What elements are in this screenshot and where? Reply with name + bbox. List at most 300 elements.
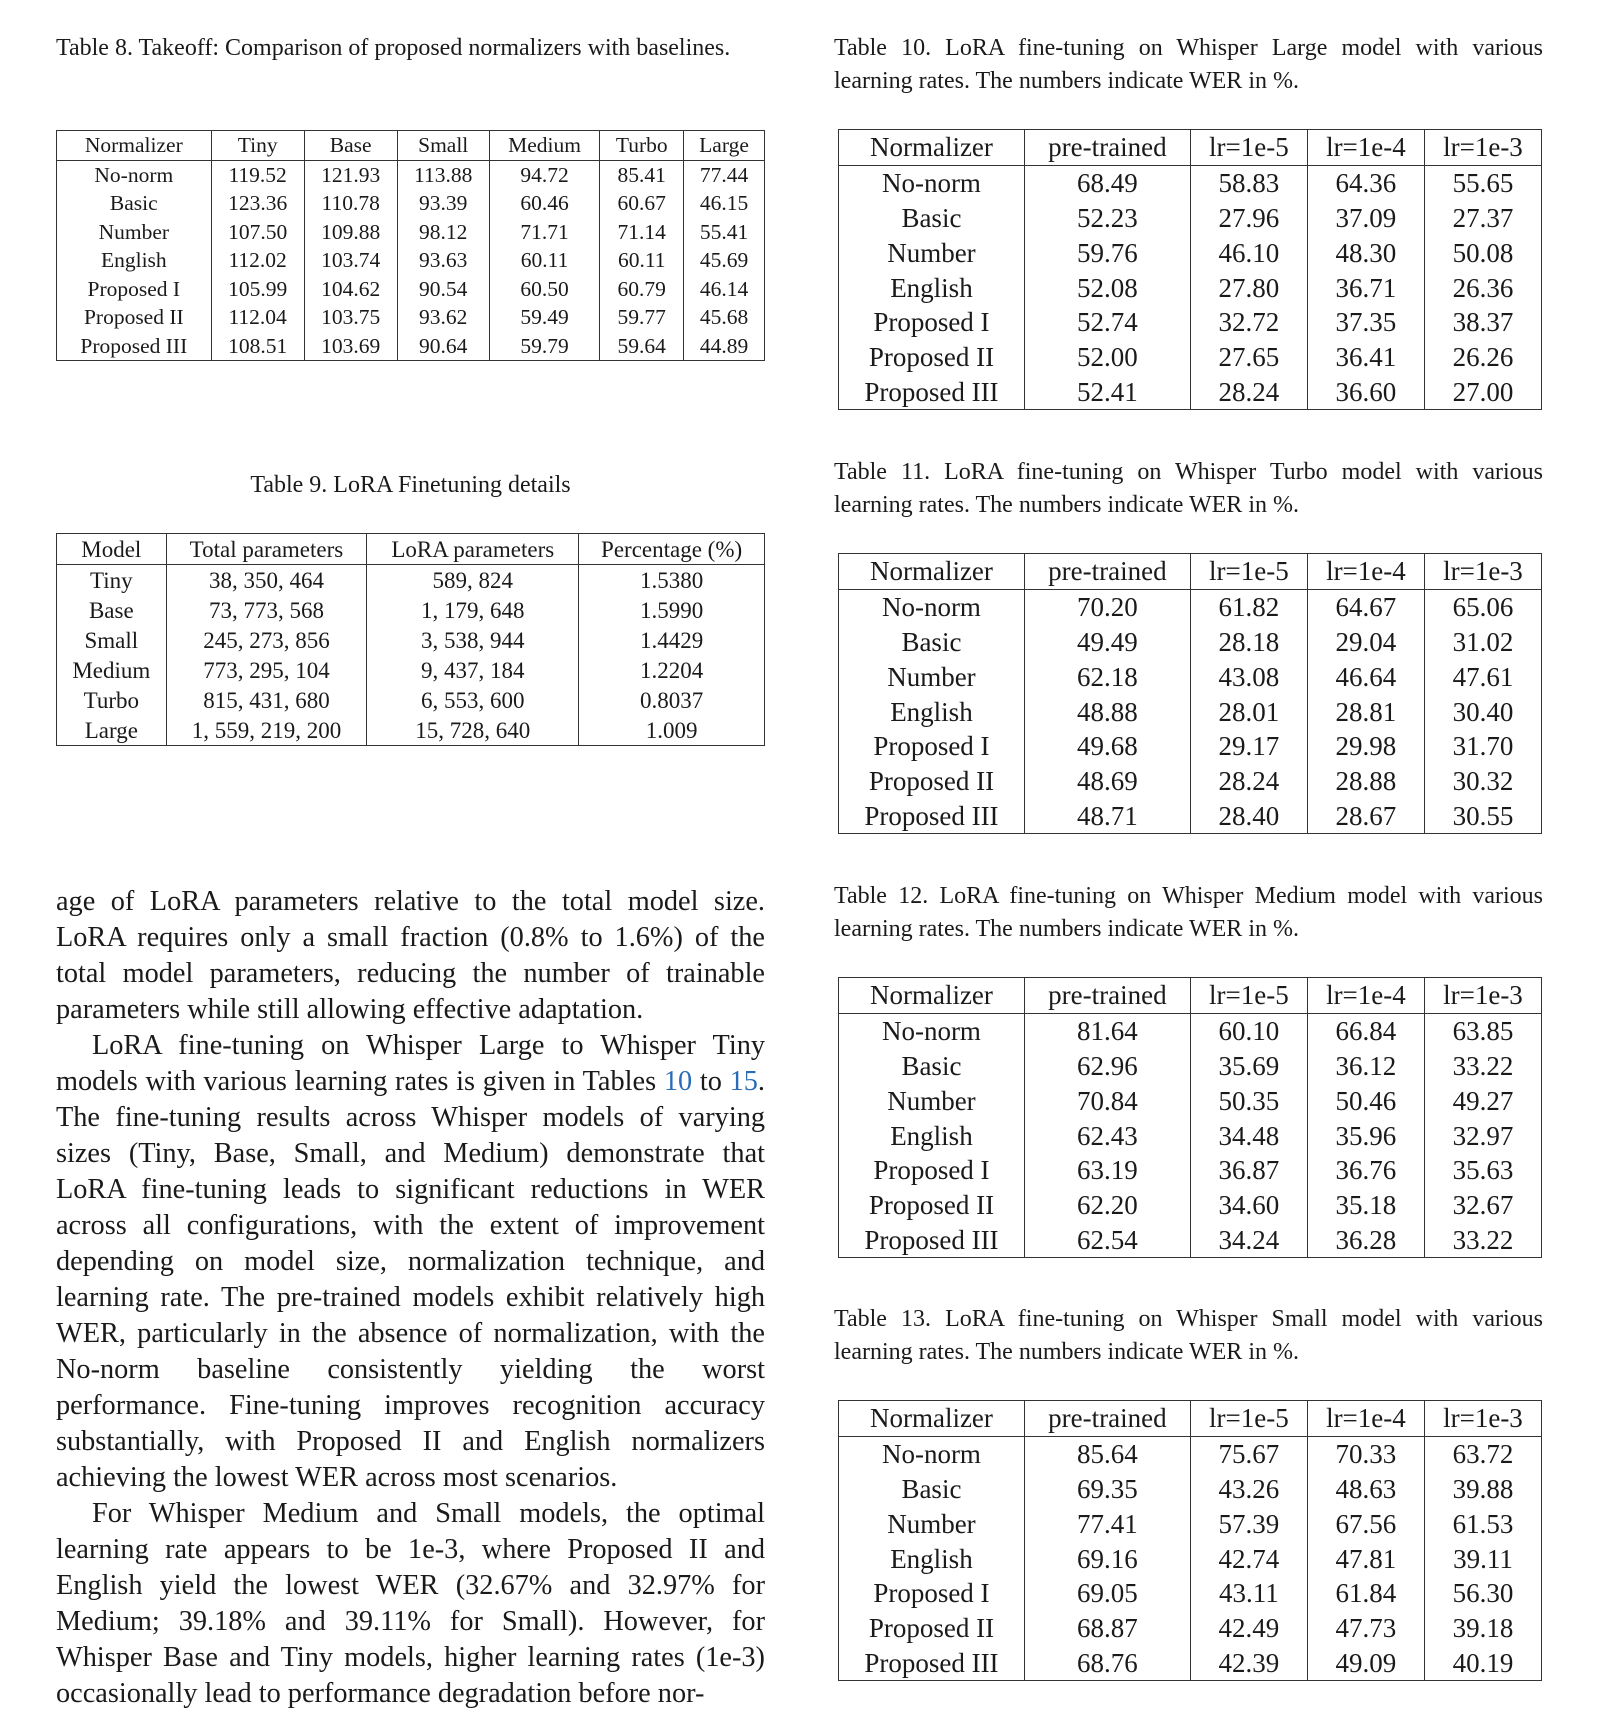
table-cell: 1.2204 [579,655,765,685]
table-cell: 71.14 [600,218,684,247]
row-label-cell: Basic [839,201,1025,236]
table-cell: 48.69 [1024,764,1190,799]
row-label-cell: Basic [839,1472,1025,1507]
column-header: LoRA parameters [367,534,579,565]
table-cell: 1.5380 [579,565,765,596]
table-cell: 815, 431, 680 [166,685,367,715]
table-cell: 26.36 [1424,270,1541,305]
table-row [57,160,765,189]
table-cell: 34.60 [1190,1188,1307,1223]
row-label-cell: English [839,270,1025,305]
table-cell: 85.64 [1024,1436,1190,1471]
table-cell: 48.88 [1024,694,1190,729]
table-cell: 39.18 [1424,1611,1541,1646]
table-row [839,1188,1542,1223]
table-cell: 70.84 [1024,1083,1190,1118]
table-cell: 121.93 [304,160,397,189]
table-cell: 28.18 [1190,625,1307,660]
table-cell: 65.06 [1424,589,1541,624]
table-cell: 59.79 [489,332,600,361]
table-cell: 27.65 [1190,340,1307,375]
column-header: lr=1e-4 [1307,130,1424,166]
table8 [56,130,765,361]
table-cell: 1.5990 [579,595,765,625]
table-row [839,1013,1542,1048]
table-cell: 36.71 [1307,270,1424,305]
column-header: lr=1e-5 [1190,1401,1307,1437]
column-header: Total parameters [166,534,367,565]
table-cell: 27.80 [1190,270,1307,305]
table-cell: 49.68 [1024,729,1190,764]
table-cell: 36.60 [1307,375,1424,410]
table-cell: 77.44 [684,160,765,189]
column-header: Normalizer [839,130,1025,166]
table-cell: 113.88 [397,160,489,189]
table-cell: 49.27 [1424,1083,1541,1118]
column-header: Percentage (%) [579,534,765,565]
table-cell: 49.09 [1307,1646,1424,1681]
table-cell: 15, 728, 640 [367,715,579,746]
table-cell: 62.43 [1024,1118,1190,1153]
table12-caption: Table 12. LoRA fine-tuning on Whisper Medium model with various learning rates. The numbers indicate WER in %. [834,883,1543,942]
table-row [839,1472,1542,1507]
table-cell: 28.67 [1307,799,1424,834]
column-header: Medium [489,131,600,161]
column-header: Large [684,131,765,161]
table-row [839,625,1542,660]
table-cell: 1, 559, 219, 200 [166,715,367,746]
table-cell: 112.02 [211,246,304,275]
table-cell: 30.55 [1424,799,1541,834]
table-cell: 6, 553, 600 [367,685,579,715]
table-cell: 35.18 [1307,1188,1424,1223]
table-cell: 773, 295, 104 [166,655,367,685]
row-label-cell: Proposed III [57,332,212,361]
table-cell: 62.18 [1024,659,1190,694]
table-cell: 43.11 [1190,1576,1307,1611]
column-header: Normalizer [839,978,1025,1014]
column-header: lr=1e-5 [1190,130,1307,166]
column-header: Normalizer [839,554,1025,590]
table-cell: 67.56 [1307,1506,1424,1541]
table-row [839,1436,1542,1471]
table-cell: 57.39 [1190,1506,1307,1541]
table-cell: 90.64 [397,332,489,361]
row-label-cell: Proposed I [839,1576,1025,1611]
table-cell: 36.28 [1307,1223,1424,1258]
table-cell: 35.69 [1190,1049,1307,1084]
table10-caption: Table 10. LoRA fine-tuning on Whisper Large model with various learning rates. The numbers indicate WER in %. [834,35,1543,94]
table-cell: 90.54 [397,275,489,304]
row-label-cell: Proposed I [57,275,212,304]
table-row [839,1506,1542,1541]
table-cell: 36.41 [1307,340,1424,375]
table-cell: 1, 179, 648 [367,595,579,625]
table-cell: 48.63 [1307,1472,1424,1507]
row-label-cell: Proposed I [839,729,1025,764]
table13 [838,1400,1542,1681]
table-cell: 60.46 [489,189,600,218]
table-cell: 62.20 [1024,1188,1190,1223]
table-cell: 49.49 [1024,625,1190,660]
table-cell: 98.12 [397,218,489,247]
table-row [839,375,1542,410]
table-cell: 103.69 [304,332,397,361]
table-row [839,694,1542,729]
table-ref-link[interactable]: 10 [663,1066,693,1097]
table-row [839,589,1542,624]
column-header: lr=1e-5 [1190,978,1307,1014]
table-row [839,799,1542,834]
column-header: pre-trained [1024,554,1190,590]
table-cell: 62.96 [1024,1049,1190,1084]
table-cell: 69.35 [1024,1472,1190,1507]
table-row [57,332,765,361]
table-row [57,189,765,218]
table-cell: 52.00 [1024,340,1190,375]
row-label-cell: Tiny [57,565,167,596]
table-cell: 59.77 [600,303,684,332]
table-row [839,1118,1542,1153]
row-label-cell: Proposed III [839,1223,1025,1258]
table-cell: 60.11 [600,246,684,275]
paragraph-2 [56,1028,765,1496]
row-label-cell: Small [57,625,167,655]
table-row [57,246,765,275]
row-label-cell: English [839,1118,1025,1153]
table-row [839,764,1542,799]
row-label-cell: Large [57,715,167,746]
table-cell: 103.75 [304,303,397,332]
row-label-cell: Proposed II [839,1188,1025,1223]
column-header: Small [397,131,489,161]
table-cell: 44.89 [684,332,765,361]
paragraph-2-rest: . The fine-tuning results across Whisper models of varying sizes (Tiny, Base, Small, and Medium) demonstrate that LoRA fine-tuning leads to significant reductions in WER across all configurations, with the extent of improvement depending on model size, normalization technique, and learning rate. The pre-trained models exhibit relatively high WER, particularly in the absence of normalization, with the No-norm baseline consistently yielding the worst performance. Fine-tuning improves recognition accuracy substantially, with Proposed II and English normalizers achieving the lowest WER across most scenarios. [56,1066,765,1493]
table-cell: 59.64 [600,332,684,361]
table-cell: 110.78 [304,189,397,218]
row-label-cell: Turbo [57,685,167,715]
table-row [839,165,1542,200]
row-label-cell: Proposed III [839,375,1025,410]
table-cell: 60.67 [600,189,684,218]
row-label-cell: Number [57,218,212,247]
column-header: Base [304,131,397,161]
table-cell: 46.15 [684,189,765,218]
table-cell: 3, 538, 944 [367,625,579,655]
table-cell: 9, 437, 184 [367,655,579,685]
table-cell: 105.99 [211,275,304,304]
row-label-cell: Proposed I [839,1153,1025,1188]
table-cell: 43.26 [1190,1472,1307,1507]
table-cell: 119.52 [211,160,304,189]
row-label-cell: English [839,1541,1025,1576]
table-row [839,729,1542,764]
table-cell: 63.85 [1424,1013,1541,1048]
row-label-cell: Number [839,659,1025,694]
table-cell: 68.76 [1024,1646,1190,1681]
table-cell: 68.49 [1024,165,1190,200]
row-label-cell: Number [839,1506,1025,1541]
table-header-row [57,534,765,565]
row-label-cell: Number [839,1083,1025,1118]
table-cell: 112.04 [211,303,304,332]
table-row [839,1646,1542,1681]
table-cell: 1.4429 [579,625,765,655]
column-header: Normalizer [57,131,212,161]
table-cell: 39.88 [1424,1472,1541,1507]
table9 [56,533,765,746]
column-header: Turbo [600,131,684,161]
table-cell: 60.50 [489,275,600,304]
paragraph-2-start: LoRA fine-tuning on Whisper Large to Whisper Tiny models with various learning rates is given in Tables [56,1030,765,1097]
row-label-cell: English [839,694,1025,729]
column-header: lr=1e-3 [1424,1401,1541,1437]
table-cell: 46.64 [1307,659,1424,694]
table-row [57,715,765,746]
table-cell: 28.81 [1307,694,1424,729]
table-row [839,1153,1542,1188]
table-row [839,340,1542,375]
table10 [838,129,1542,410]
column-header: pre-trained [1024,1401,1190,1437]
table-cell: 52.74 [1024,305,1190,340]
row-label-cell: No-norm [839,589,1025,624]
table-cell: 68.87 [1024,1611,1190,1646]
column-header: lr=1e-3 [1424,554,1541,590]
table-cell: 48.30 [1307,235,1424,270]
table-cell: 38, 350, 464 [166,565,367,596]
table-cell: 32.67 [1424,1188,1541,1223]
table-cell: 61.53 [1424,1506,1541,1541]
table-cell: 103.74 [304,246,397,275]
table-header-row [839,1401,1542,1437]
table-row [839,1576,1542,1611]
table-cell: 48.71 [1024,799,1190,834]
table-cell: 36.76 [1307,1153,1424,1188]
row-label-cell: Proposed III [839,1646,1025,1681]
table-cell: 77.41 [1024,1506,1190,1541]
table-cell: 52.08 [1024,270,1190,305]
table-cell: 43.08 [1190,659,1307,694]
table-cell: 93.62 [397,303,489,332]
table-header-row [839,978,1542,1014]
column-header: pre-trained [1024,978,1190,1014]
row-label-cell: No-norm [57,160,212,189]
paragraph-3: For Whisper Medium and Small models, the optimal learning rate appears to be 1e-3, where Proposed II and English yield the lowest WER (32.67% and 32.97% for Medium; 39.18% and 39.11% for Small). However, for Whisper Base and Tiny models, higher learning rates (1e-3) occasionally lead to performance degradation before nor- [56,1498,765,1709]
table-cell: 47.81 [1307,1541,1424,1576]
row-label-cell: Medium [57,655,167,685]
table-cell: 28.24 [1190,764,1307,799]
column-header: pre-trained [1024,130,1190,166]
row-label-cell: No-norm [839,165,1025,200]
table-cell: 56.30 [1424,1576,1541,1611]
paragraph-1: age of LoRA parameters relative to the total model size. LoRA requires only a small fraction (0.8% to 1.6%) of the total model parameters, reducing the number of trainable parameters while still allowing effective adaptation. [56,886,765,1025]
table-header-row [839,554,1542,590]
table-cell: 37.09 [1307,201,1424,236]
table-row [57,275,765,304]
row-label-cell: Proposed II [839,340,1025,375]
column-header: Tiny [211,131,304,161]
table-cell: 26.26 [1424,340,1541,375]
table-cell: 38.37 [1424,305,1541,340]
row-label-cell: Basic [839,625,1025,660]
table-cell: 75.67 [1190,1436,1307,1471]
table-cell: 109.88 [304,218,397,247]
table-cell: 1.009 [579,715,765,746]
table-cell: 0.8037 [579,685,765,715]
table-cell: 123.36 [211,189,304,218]
table-cell: 33.22 [1424,1223,1541,1258]
table11-caption: Table 11. LoRA fine-tuning on Whisper Turbo model with various learning rates. The numbers indicate WER in %. [834,459,1543,518]
table-cell: 70.20 [1024,589,1190,624]
table-cell: 45.68 [684,303,765,332]
table-cell: 28.24 [1190,375,1307,410]
table12 [838,977,1542,1258]
row-label-cell: Proposed II [57,303,212,332]
column-header: lr=1e-5 [1190,554,1307,590]
table-row [57,625,765,655]
table-row [57,218,765,247]
row-label-cell: Basic [839,1049,1025,1084]
table-cell: 55.41 [684,218,765,247]
table-cell: 64.67 [1307,589,1424,624]
table-cell: 36.12 [1307,1049,1424,1084]
table-cell: 28.40 [1190,799,1307,834]
table-cell: 31.02 [1424,625,1541,660]
table-cell: 85.41 [600,160,684,189]
table-cell: 52.23 [1024,201,1190,236]
table-cell: 32.97 [1424,1118,1541,1153]
table-cell: 50.46 [1307,1083,1424,1118]
table-cell: 42.74 [1190,1541,1307,1576]
table-cell: 46.14 [684,275,765,304]
column-header: lr=1e-4 [1307,978,1424,1014]
table-cell: 108.51 [211,332,304,361]
table11 [838,553,1542,834]
table-cell: 30.32 [1424,764,1541,799]
column-header: Normalizer [839,1401,1025,1437]
column-header: lr=1e-3 [1424,978,1541,1014]
table-cell: 61.84 [1307,1576,1424,1611]
table-cell: 27.00 [1424,375,1541,410]
table-cell: 47.61 [1424,659,1541,694]
table-cell: 60.79 [600,275,684,304]
row-label-cell: Proposed I [839,305,1025,340]
row-label-cell: English [57,246,212,275]
row-label-cell: Proposed II [839,1611,1025,1646]
table-cell: 39.11 [1424,1541,1541,1576]
table-row [839,1223,1542,1258]
table-cell: 29.04 [1307,625,1424,660]
table-cell: 27.96 [1190,201,1307,236]
table-cell: 42.39 [1190,1646,1307,1681]
table-cell: 29.98 [1307,729,1424,764]
table-cell: 37.35 [1307,305,1424,340]
table-row [839,1049,1542,1084]
table13-caption: Table 13. LoRA fine-tuning on Whisper Small model with various learning rates. The numbers indicate WER in %. [834,1306,1543,1365]
row-label-cell: Number [839,235,1025,270]
row-label-cell: Proposed III [839,799,1025,834]
row-label-cell: No-norm [839,1436,1025,1471]
table-cell: 45.69 [684,246,765,275]
body-text [56,884,765,1712]
table-cell: 27.37 [1424,201,1541,236]
table-row [839,1541,1542,1576]
table-row [57,595,765,625]
table-cell: 69.05 [1024,1576,1190,1611]
table-cell: 59.76 [1024,235,1190,270]
table-cell: 33.22 [1424,1049,1541,1084]
table-cell: 589, 824 [367,565,579,596]
row-label-cell: Base [57,595,167,625]
table-row [839,659,1542,694]
table-cell: 81.64 [1024,1013,1190,1048]
table-row [839,235,1542,270]
table-row [57,685,765,715]
table-row [839,1083,1542,1118]
table-cell: 59.49 [489,303,600,332]
table9-caption: Table 9. LoRA Finetuning details [250,472,571,498]
table-cell: 31.70 [1424,729,1541,764]
table-cell: 63.19 [1024,1153,1190,1188]
table-cell: 36.87 [1190,1153,1307,1188]
table-header-row [839,130,1542,166]
table-cell: 28.01 [1190,694,1307,729]
table-cell: 94.72 [489,160,600,189]
table-cell: 30.40 [1424,694,1541,729]
column-header: lr=1e-4 [1307,554,1424,590]
table-cell: 104.62 [304,275,397,304]
table-cell: 64.36 [1307,165,1424,200]
table-cell: 55.65 [1424,165,1541,200]
table-cell: 60.11 [489,246,600,275]
table-cell: 245, 273, 856 [166,625,367,655]
table-cell: 42.49 [1190,1611,1307,1646]
table-ref-link[interactable]: 15 [729,1066,758,1097]
table-cell: 73, 773, 568 [166,595,367,625]
table-row [57,565,765,596]
table-cell: 61.82 [1190,589,1307,624]
table-cell: 93.39 [397,189,489,218]
row-label-cell: No-norm [839,1013,1025,1048]
table-cell: 29.17 [1190,729,1307,764]
row-label-cell: Basic [57,189,212,218]
column-header: lr=1e-4 [1307,1401,1424,1437]
column-header: Model [57,534,167,565]
table8-caption: Table 8. Takeoff: Comparison of proposed normalizers with baselines. [56,35,731,61]
table-cell: 46.10 [1190,235,1307,270]
table-cell: 35.63 [1424,1153,1541,1188]
table-cell: 47.73 [1307,1611,1424,1646]
table-row [839,305,1542,340]
table-cell: 69.16 [1024,1541,1190,1576]
table-row [839,1611,1542,1646]
table-cell: 58.83 [1190,165,1307,200]
table-cell: 40.19 [1424,1646,1541,1681]
table-cell: 34.48 [1190,1118,1307,1153]
table-cell: 62.54 [1024,1223,1190,1258]
table-cell: 63.72 [1424,1436,1541,1471]
table-cell: 52.41 [1024,375,1190,410]
table-header-row [57,131,765,161]
column-header: lr=1e-3 [1424,130,1541,166]
row-label-cell: Proposed II [839,764,1025,799]
table-cell: 28.88 [1307,764,1424,799]
table-row [839,201,1542,236]
table-cell: 93.63 [397,246,489,275]
table-cell: 71.71 [489,218,600,247]
table-cell: 107.50 [211,218,304,247]
